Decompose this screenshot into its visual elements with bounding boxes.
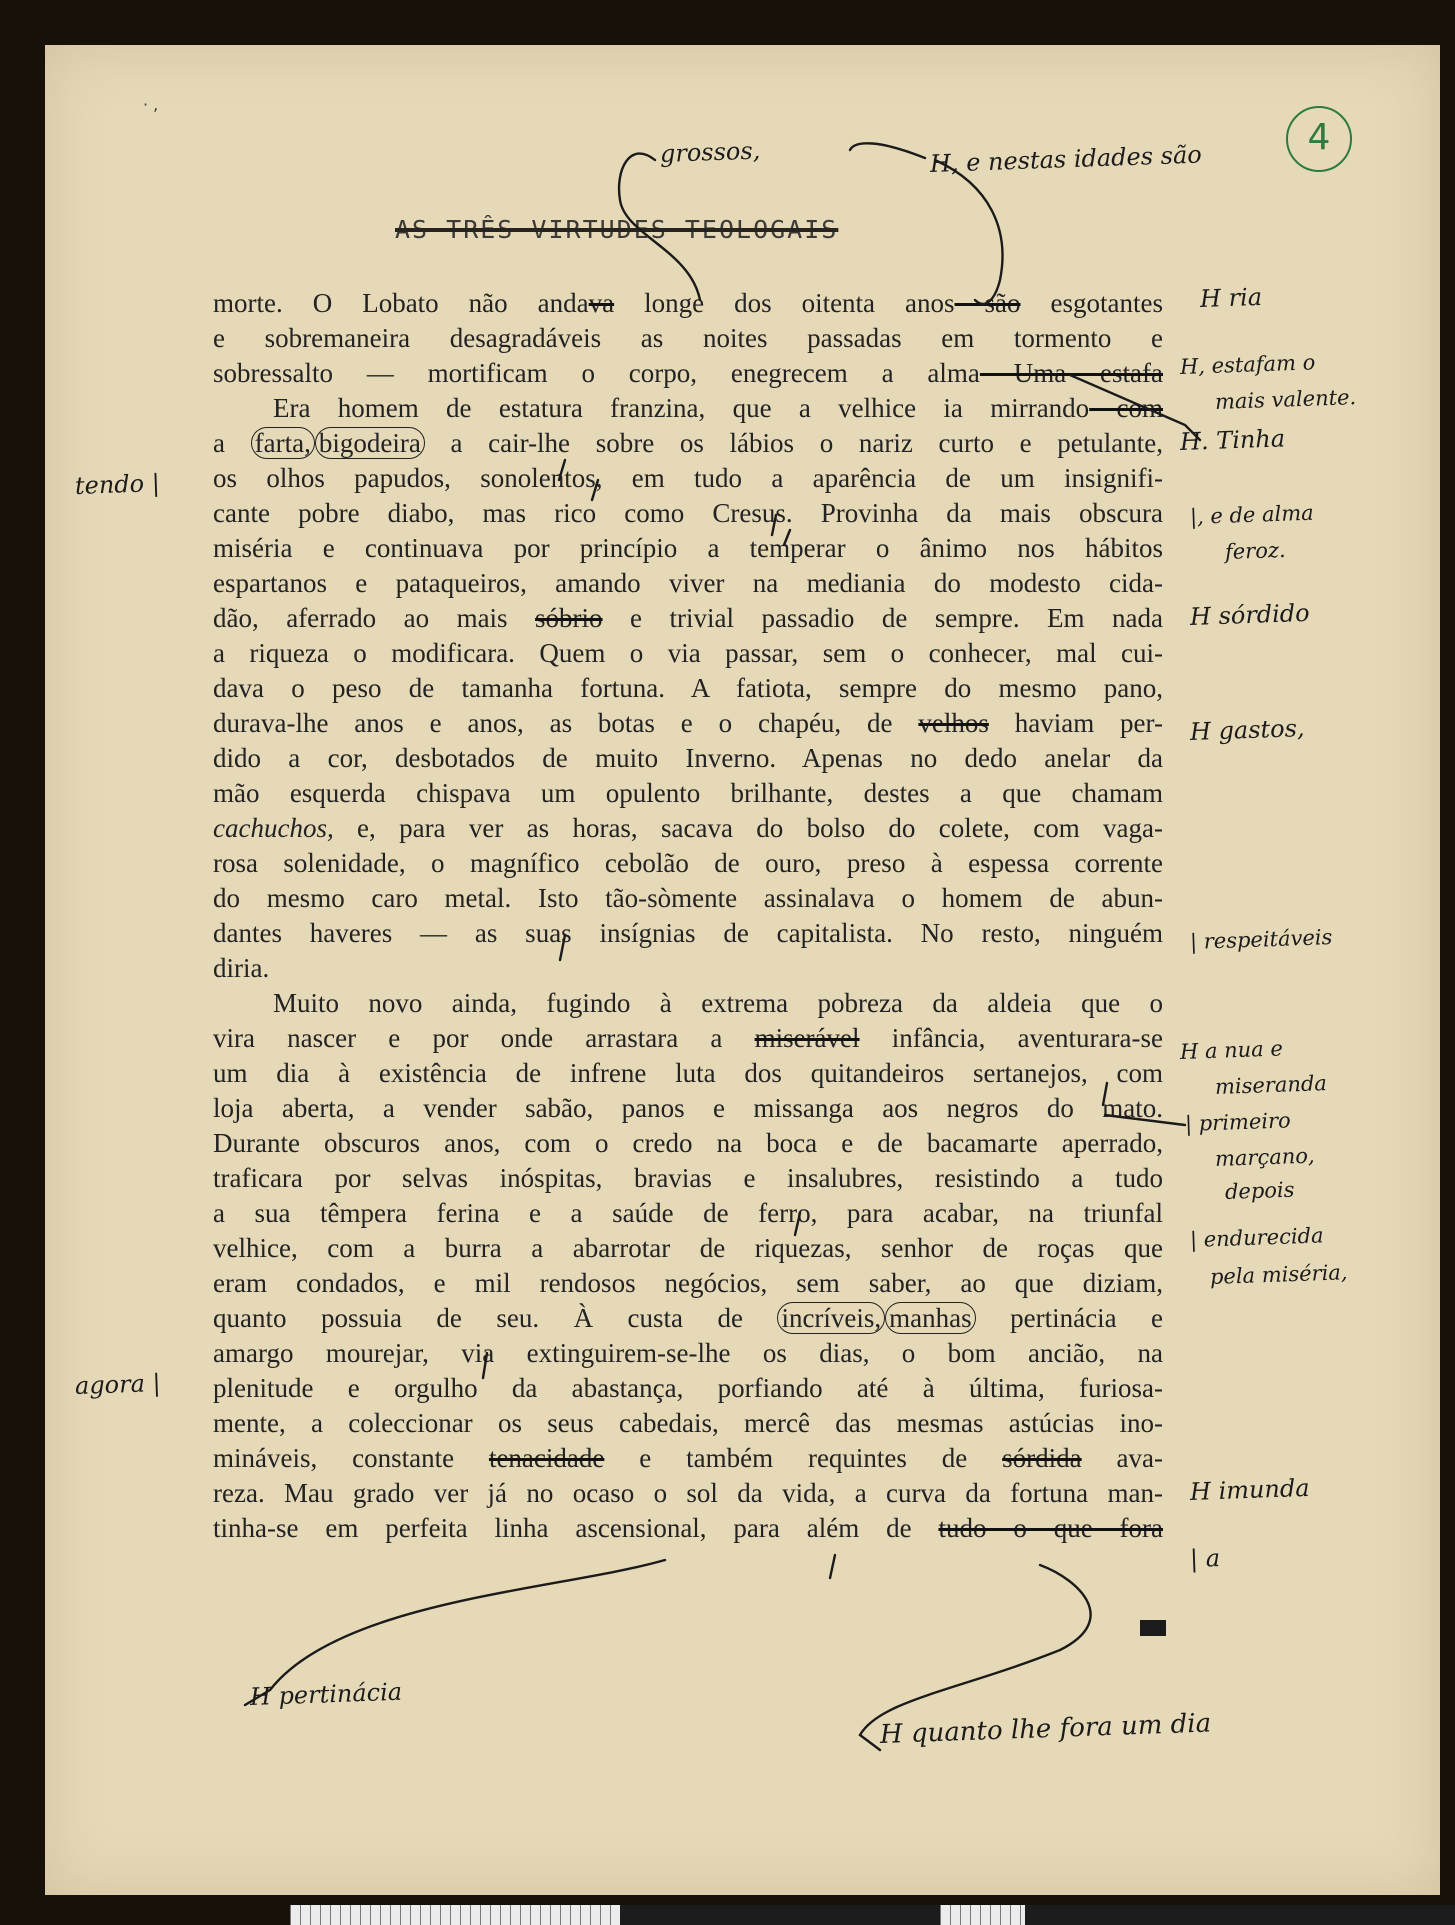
handwritten-insert: H quanto lhe fora um dia xyxy=(879,1708,1212,1750)
insertion-curve xyxy=(619,154,700,300)
handwritten-insert: feroz. xyxy=(1224,537,1287,564)
handwritten-insert: grossos, xyxy=(659,136,761,168)
text-line: reza. Mau grado ver já no ocaso o sol da vida, a curva da fortuna man- xyxy=(213,1478,1163,1508)
text-line: tinha-se em perfeita linha ascensional, para além de tudo o que fora xyxy=(213,1513,1164,1543)
text-line: loja aberta, a vender sabão, panos e missanga aos negros do mato. xyxy=(213,1093,1163,1123)
handwritten-insert: H, e nestas idades são xyxy=(929,140,1203,178)
corner-marks: · , xyxy=(143,95,159,114)
text-line: durava-lhe anos e anos, as botas e o chapéu, de velhos haviam per- xyxy=(213,708,1163,738)
text-line: cachuchos, e, para ver as horas, sacava do bolso do colete, com vaga- xyxy=(213,813,1163,843)
handwritten-insert: pela miséria, xyxy=(1209,1260,1348,1289)
handwritten-insert: agora | xyxy=(74,1369,162,1400)
text-line: do mesmo caro metal. Isto tão-sòmente assinalava o homem de abun- xyxy=(213,883,1163,913)
text-line: Era homem de estatura franzina, que a velhice ia mirrando com xyxy=(273,393,1163,423)
insertion-curve xyxy=(1105,1115,1185,1125)
text-line: mão esquerda chispava um opulento brilhante, destes a que chamam xyxy=(213,778,1163,808)
struck-title: AS TRÊS VIRTUDES TEOLOGAIS xyxy=(395,215,839,244)
insertion-curve xyxy=(1070,375,1200,440)
text-line: um dia à existência de infrene luta dos quitandeiros sertanejos, com xyxy=(213,1058,1163,1088)
handwritten-insert: marçano, xyxy=(1214,1143,1315,1171)
text-line: dido a cor, desbotados de muito Inverno. Apenas no dedo anelar da xyxy=(213,743,1163,773)
handwritten-insert: H, estafam o xyxy=(1179,350,1316,379)
ink-blot xyxy=(1140,1620,1166,1636)
insertion-curve xyxy=(245,1560,665,1705)
text-line: espartanos e pataqueiros, amando viver na mediania do modesto cida- xyxy=(213,568,1163,598)
insertion-curve xyxy=(850,143,1002,304)
text-line: dantes haveres — as suas insígnias de capitalista. No resto, ninguém xyxy=(213,918,1163,948)
text-line: e sobremaneira desagradáveis as noites passadas em tormento e xyxy=(213,323,1163,353)
handwritten-insert: |, e de alma xyxy=(1189,500,1315,529)
text-line: eram condados, e mil rendosos negócios, sem saber, ao que diziam, xyxy=(213,1268,1163,1298)
text-line: a riqueza o modificara. Quem o via passar, sem o conhecer, mal cui- xyxy=(213,638,1163,668)
handwritten-insert: depois xyxy=(1224,1177,1295,1204)
text-line: dão, aferrado ao mais sóbrio e trivial passadio de sempre. Em nada xyxy=(213,603,1163,633)
text-line: Muito novo ainda, fugindo à extrema pobreza da aldeia que o xyxy=(273,988,1163,1018)
insertion-curve xyxy=(860,1565,1091,1750)
handwritten-insert: H imunda xyxy=(1189,1473,1310,1506)
text-line: a sua têmpera ferina e a saúde de ferro, para acabar, na triunfal xyxy=(213,1198,1163,1228)
text-line: dava o peso de tamanha fortuna. A fatiota, sempre do mesmo pano, xyxy=(213,673,1163,703)
text-line: mináveis, constante tenacidade e também requintes de sórdida ava- xyxy=(213,1443,1163,1473)
text-line: quanto possuia de seu. À custa de incríveis, manhas pertinácia e xyxy=(213,1303,1164,1333)
text-line: Durante obscuros anos, com o credo na boca e de bacamarte aperrado, xyxy=(213,1128,1163,1158)
handwritten-insert: | a xyxy=(1189,1543,1221,1573)
text-line: vira nascer e por onde arrastara a miserável infância, aventurara-se xyxy=(213,1023,1163,1053)
handwritten-insert: H ria xyxy=(1199,282,1263,313)
text-line: amargo mourejar, via extinguirem-se-lhe os dias, o bom ancião, na xyxy=(213,1338,1163,1368)
text-line: cante pobre diabo, mas rico como Cresus. Provinha da mais obscura xyxy=(213,498,1163,528)
text-line: rosa solenidade, o magnífico cebolão de ouro, preso à espessa corrente xyxy=(213,848,1163,878)
text-line: traficara por selvas inóspitas, bravias e insalubres, resistindo a tudo xyxy=(213,1163,1163,1193)
handwritten-insert: tendo | xyxy=(74,469,161,500)
handwritten-insert: H a nua e xyxy=(1179,1036,1284,1064)
handwritten-insert: H sórdido xyxy=(1189,598,1311,631)
text-line: miséria e continuava por princípio a temperar o ânimo nos hábitos xyxy=(213,533,1163,563)
text-line: morte. O Lobato não andava longe dos oitenta anos são esgotantes xyxy=(213,288,1163,318)
text-line: sobressalto — mortificam o corpo, enegrecem a alma Uma estafa xyxy=(213,358,1163,388)
text-line: mente, a coleccionar os seus cabedais, mercê das mesmas astúcias ino- xyxy=(213,1408,1163,1438)
handwritten-insert: H pertinácia xyxy=(249,1677,403,1711)
handwritten-insert: H. Tinha xyxy=(1179,424,1286,456)
text-line: plenitude e orgulho da abastança, porfiando até à última, furiosa- xyxy=(213,1373,1163,1403)
text-line: velhice, com a burra a abarrotar de riquezas, senhor de roças que xyxy=(213,1233,1163,1263)
page-number: 4 xyxy=(1286,106,1352,172)
handwritten-insert: miseranda xyxy=(1214,1071,1328,1099)
text-line: a farta, bigodeira a cair-lhe sobre os lábios o nariz curto e petulante, xyxy=(213,428,1163,458)
handwritten-insert: | primeiro xyxy=(1184,1108,1292,1136)
insertion-mark xyxy=(483,460,1107,1578)
text-line: os olhos papudos, sonolentos, em tudo a aparência de um insignifi- xyxy=(213,463,1163,493)
text-line: diria. xyxy=(213,953,270,983)
handwritten-insert: | endurecida xyxy=(1189,1223,1324,1252)
handwritten-insert: mais valente. xyxy=(1214,385,1357,414)
handwritten-insert: | respeitáveis xyxy=(1189,925,1333,954)
handwritten-insert: H gastos, xyxy=(1189,714,1306,746)
